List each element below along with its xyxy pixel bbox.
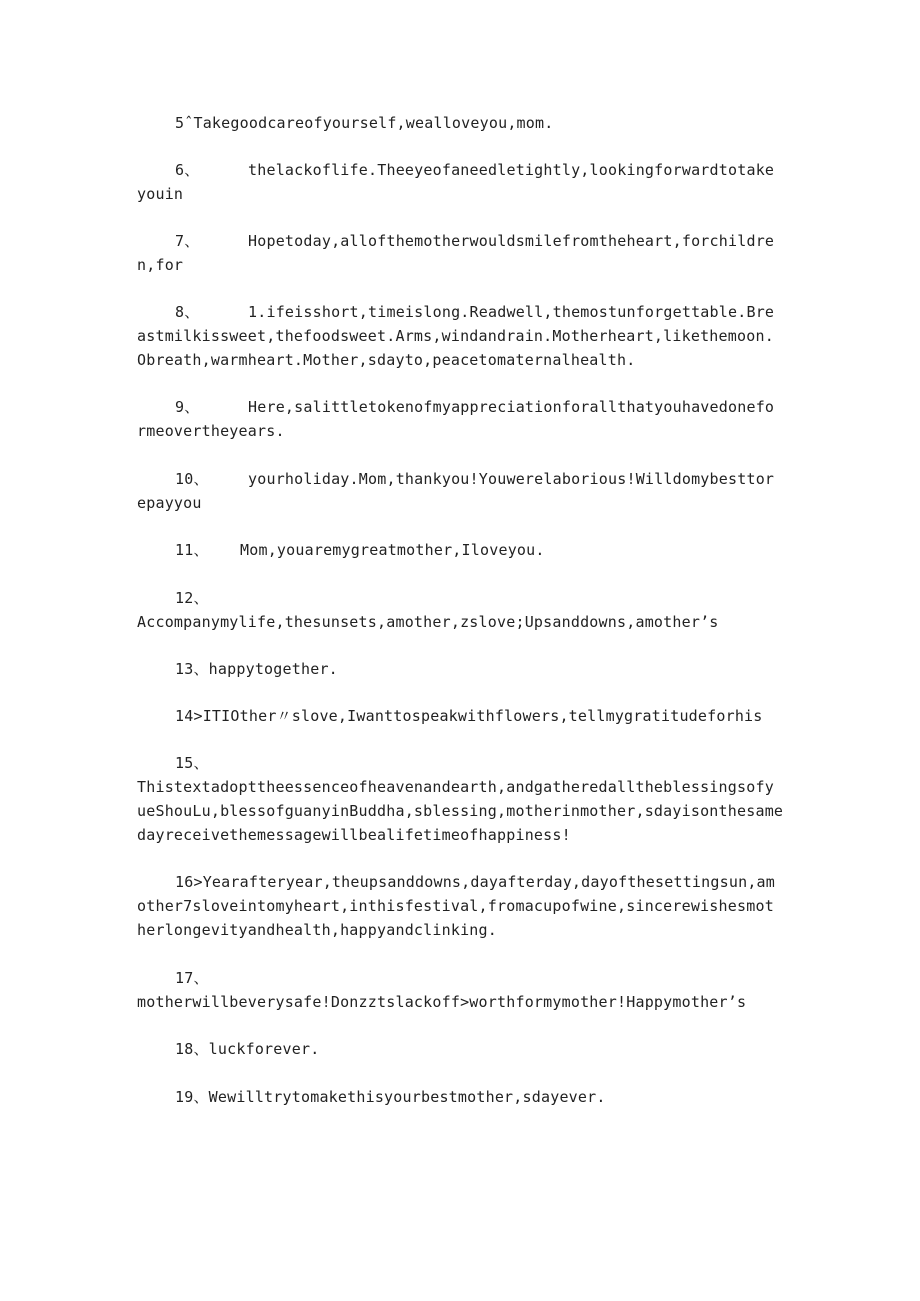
paragraph-line: epayyou <box>137 494 202 512</box>
paragraph-line: Here,salittletokenofmyappreciationforallthatyouhavedonefo <box>248 398 775 416</box>
paragraph-10 <box>137 467 782 515</box>
paragraph-line: thelackoflife.Theeyeofaneedletightly,lookingforwardtotake <box>248 161 775 179</box>
paragraph-line: ITIOther〃slove,Iwanttospeakwithflowers,tellmygratitudeforhis <box>202 707 763 725</box>
paragraph-line: luckforever. <box>208 1040 320 1058</box>
paragraph-number: 9、 <box>175 398 200 416</box>
paragraph-number: 7、 <box>175 232 200 250</box>
paragraph-number: 15、 <box>175 754 209 772</box>
paragraph-18 <box>137 1037 782 1061</box>
paragraph-16 <box>137 870 782 942</box>
paragraph-number: 17、 <box>175 969 209 987</box>
paragraph-number: 13、 <box>175 660 209 678</box>
paragraph-9 <box>137 395 782 443</box>
paragraph-line: Obreath,warmheart.Mother,sdayto,peacetomaternalhealth. <box>137 351 636 369</box>
paragraph-line: herlongevityandhealth,happyandclinking. <box>137 921 497 939</box>
paragraph-12 <box>137 586 782 634</box>
paragraph-6 <box>137 158 782 206</box>
paragraph-line: Thistextadopttheessenceofheavenandearth,andgatheredalltheblessingsofy <box>137 778 774 796</box>
paragraph-number: 8、 <box>175 303 200 321</box>
paragraph-number: 10、 <box>175 470 209 488</box>
paragraph-17 <box>137 966 782 1014</box>
paragraph-line: Hopetoday,allofthemotherwouldsmilefromtheheart,forchildre <box>248 232 775 250</box>
paragraph-line: ueShouLu,blessofguanyinBuddha,sblessing,motherinmother,sdayisonthesame <box>137 802 784 820</box>
paragraph-line: motherwillbeverysafe!Donzztslackoff>worthformymother!Happymother’s <box>137 993 747 1011</box>
paragraph-number: 6、 <box>175 161 200 179</box>
paragraph-15 <box>137 751 782 847</box>
paragraph-line: Accompanymylife,thesunsets,amother,zslove;Upsanddowns,amother’s <box>137 613 719 631</box>
paragraph-14 <box>137 704 782 728</box>
paragraph-19 <box>137 1085 782 1109</box>
paragraph-number: 14> <box>175 707 203 725</box>
paragraph-line: Mom,youaremygreatmother,Iloveyou. <box>240 541 545 559</box>
paragraph-number: 11、 <box>175 541 209 559</box>
paragraph-13 <box>137 657 782 681</box>
paragraph-number: 18、 <box>175 1040 209 1058</box>
paragraph-line: Yearafteryear,theupsanddowns,dayafterday,dayofthesettingsun,am <box>202 873 776 891</box>
paragraph-number: 19、 <box>175 1088 209 1106</box>
paragraph-line: Wewilltrytomakethisyourbestmother,sdayever. <box>208 1088 606 1106</box>
paragraph-line: n,for <box>137 256 184 274</box>
paragraph-line: dayreceivethemessagewillbealifetimeofhappiness! <box>137 826 571 844</box>
paragraph-line: 1.ifeisshort,timeislong.Readwell,themostunforgettable.Bre <box>248 303 775 321</box>
paragraph-number: 12、 <box>175 589 209 607</box>
paragraph-8 <box>137 300 782 372</box>
paragraph-5 <box>137 111 782 135</box>
paragraph-7 <box>137 229 782 277</box>
paragraph-line: Takegoodcareofyourself,wealloveyou,mom. <box>193 114 554 132</box>
paragraph-line: youin <box>137 185 184 203</box>
paragraph-number: 5ˆ <box>175 114 194 132</box>
paragraph-11 <box>137 538 782 562</box>
paragraph-line: rmeovertheyears. <box>137 422 285 440</box>
paragraph-line: astmilkissweet,thefoodsweet.Arms,windandrain.Motherheart,likethemoon. <box>137 327 774 345</box>
paragraph-line: happytogether. <box>208 660 338 678</box>
paragraph-number: 16> <box>175 873 203 891</box>
paragraph-line: yourholiday.Mom,thankyou!Youwerelaborious!Willdomybesttor <box>248 470 775 488</box>
paragraph-line: other7sloveintomyheart,inthisfestival,fromacupofwine,sincerewishesmot <box>137 897 774 915</box>
